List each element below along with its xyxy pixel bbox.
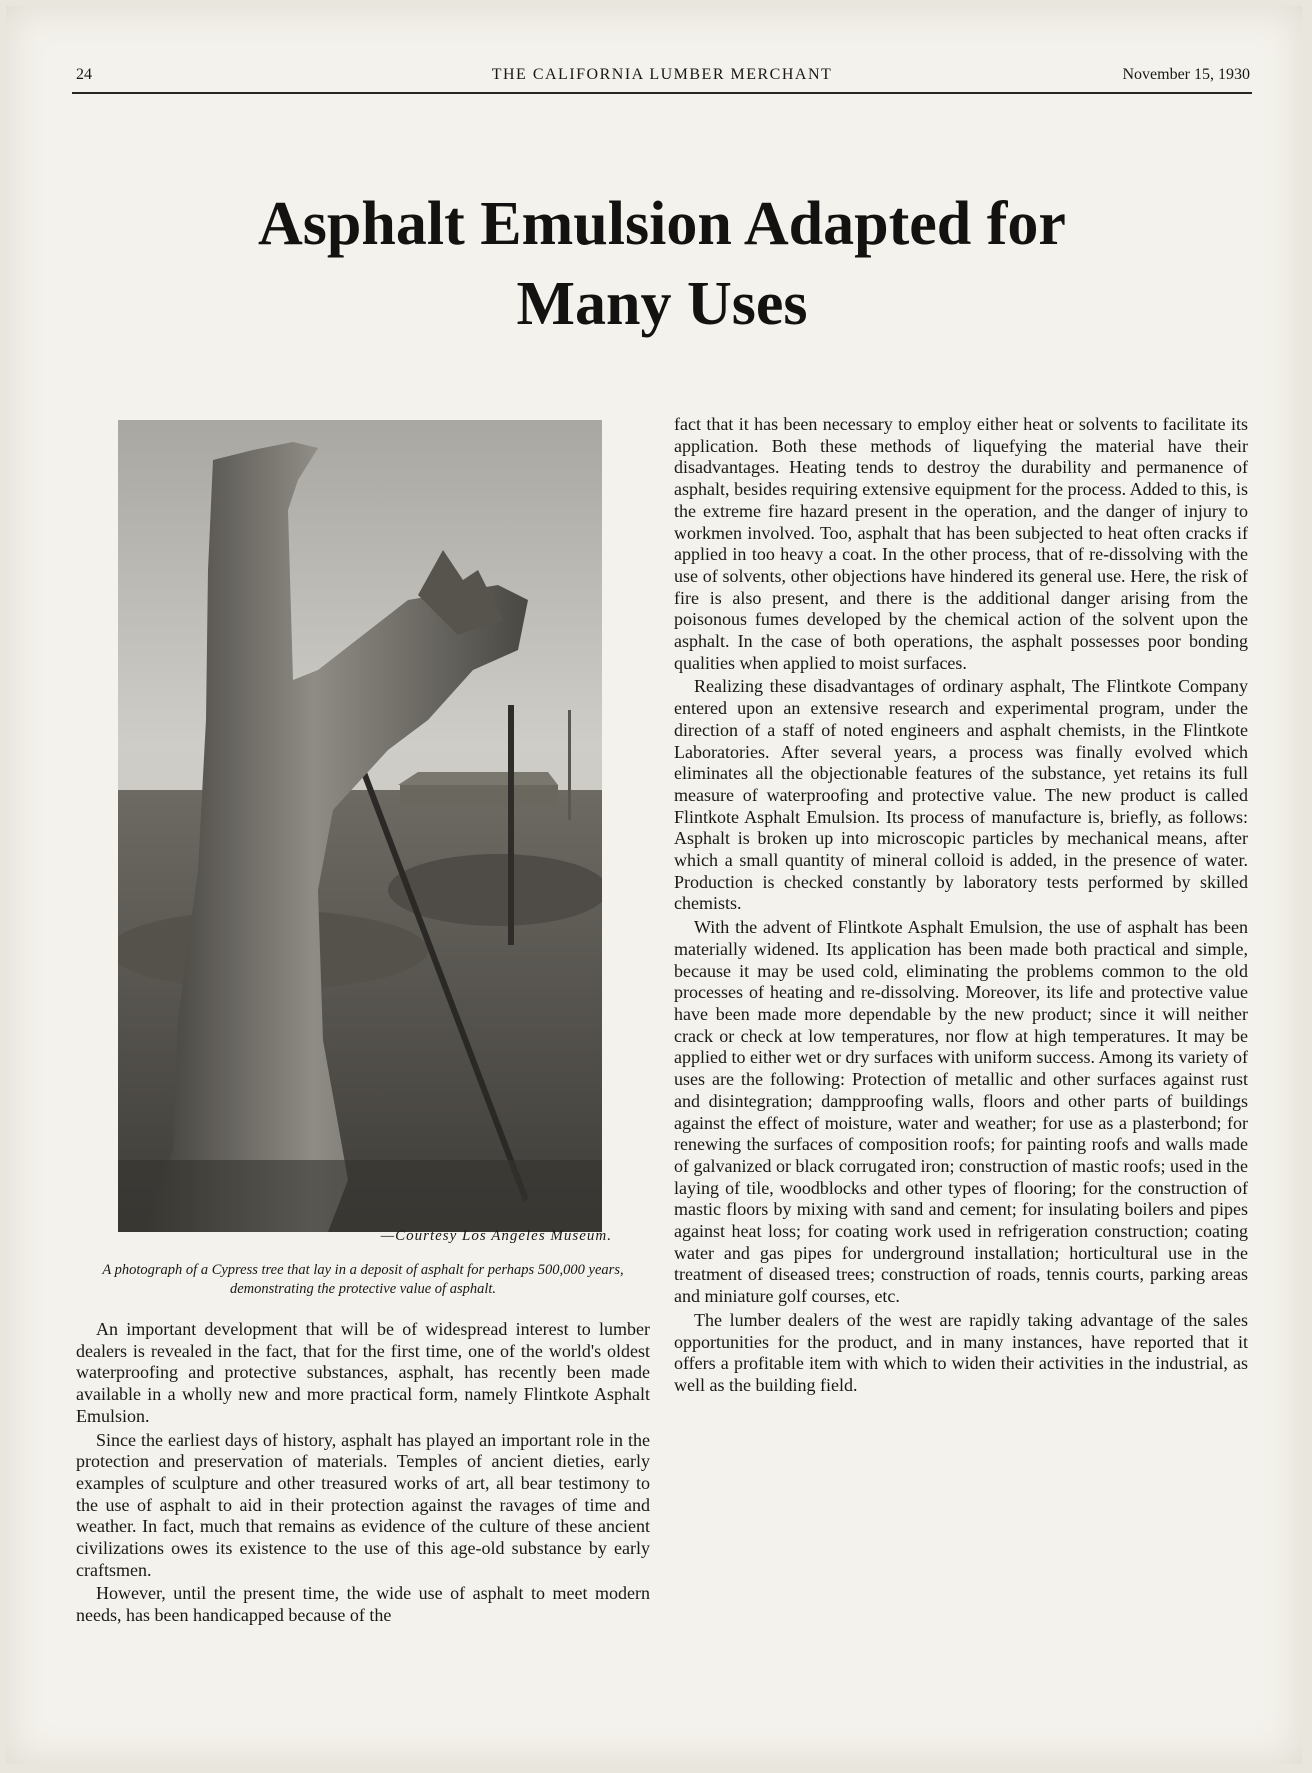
paragraph: The lumber dealers of the west are rapidly taking advantage of the sales opportunities for the product, and in many instances, have reported that it offers a profitable item with which to widen their activities in the industrial, as well as the building field.: [674, 1309, 1248, 1395]
article-title-line-1: Asphalt Emulsion Adapted for: [258, 190, 1066, 258]
cypress-tree-photo: [118, 420, 602, 1232]
left-column: [76, 1319, 650, 1627]
photo-illustration: [118, 420, 602, 1232]
magazine-page: [6, 6, 1302, 1764]
page-number: 24: [76, 66, 92, 83]
issue-date: November 15, 1930: [1122, 66, 1250, 83]
right-column: [674, 414, 1248, 1397]
article-title-line-2: Many Uses: [516, 270, 808, 338]
paragraph: An important development that will be of widespread interest to lumber dealers is revealed in the fact, that for the first time, one of the world's oldest waterproofing and protective substances, asphalt, has recently been made available in a wholly new and more practical form, namely Flintkote Asphalt Emulsion.: [76, 1319, 650, 1426]
article-title: [72, 184, 1252, 344]
page-header: [72, 64, 1252, 94]
photo-caption: A photograph of a Cypress tree that lay in a deposit of asphalt for perhaps 500,000 years, demonstrating the protective value of asphalt.: [102, 1262, 624, 1297]
paragraph: However, until the present time, the wide use of asphalt to meet modern needs, has been handicapped because of the: [76, 1583, 650, 1626]
photo-credit: —Courtesy Los Angeles Museum.: [380, 1228, 612, 1244]
paragraph: Since the earliest days of history, asphalt has played an important role in the protection and preservation of materials. Temples of ancient dieties, early examples of sculpture and other treasured works of art, all bear testimony to the use of asphalt to aid in their protection against the ravages of time and weather. In fact, much that remains as evidence of the culture of these ancient civilizations owes its existence to the use of this age-old substance by early craftsmen.: [76, 1429, 650, 1580]
publication-title: THE CALIFORNIA LUMBER MERCHANT: [491, 66, 833, 83]
paragraph: fact that it has been necessary to employ either heat or solvents to facilitate its application. Both these methods of liquefying the material have their disadvantages. Heating tends to destroy the durability and permanence of asphalt, besides requiring extensive equipment for the process. Added to this, is the extreme fire hazard present in the operation, and the danger of injury to workmen involved. Too, asphalt that has been subjected to heat often cracks if applied in too heavy a coat. In the other process, that of re-dissolving with the use of solvents, other objections have hindered its general use. Here, the risk of fire is also present, and there is the additional danger arising from the poisonous fumes developed by the chemical action of the solvent upon the asphalt. In the case of both operations, the asphalt possesses poor bonding qualities when applied to moist surfaces.: [674, 414, 1248, 673]
paragraph: Realizing these disadvantages of ordinary asphalt, The Flintkote Company entered upon an extensive research and experimental program, under the direction of a staff of noted engineers and asphalt chemists, in the Flintkote Laboratories. After several years, a process was finally evolved which eliminates all the objectionable features of the substance, yet retains its full measure of waterproofing and protective value. The new product is called Flintkote Asphalt Emulsion. Its process of manufacture is, briefly, as follows: Asphalt is broken up into microscopic particles by mechanical means, after which a small quantity of mineral colloid is added, in the presence of water. Production is checked constantly by laboratory tests performed by skilled chemists.: [674, 676, 1248, 914]
paragraph: With the advent of Flintkote Asphalt Emulsion, the use of asphalt has been materially widened. Its application has been made both practical and simple, because it may be used cold, eliminating the problems common to the old processes of heating and re-dissolving. Moreover, its life and protective value have been made more dependable by the new product; since it will neither crack or check at low temperatures, nor flow at high temperatures. It may be applied to either wet or dry surfaces with uniform success. Among its variety of uses are the following: Protection of metallic and other surfaces against rust and disintegration; dampproofing walls, floors and other parts of buildings against the effect of moisture, water and weather; for use as a plasterbond; for renewing the surfaces of composition roofs; for painting roofs and walls made of galvanized or black corrugated iron; construction of mastic roofs; used in the laying of tile, woodblocks and other types of flooring; for the construction of mastic floors by mixing with sand and cement; for insulating boilers and pipes against heat loss; for coating work used in refrigeration construction; coating water and gas pipes for underground installation; horticultural use in the treatment of diseased trees; construction of roads, tennis courts, parking areas and miniature golf courses, etc.: [674, 917, 1248, 1307]
